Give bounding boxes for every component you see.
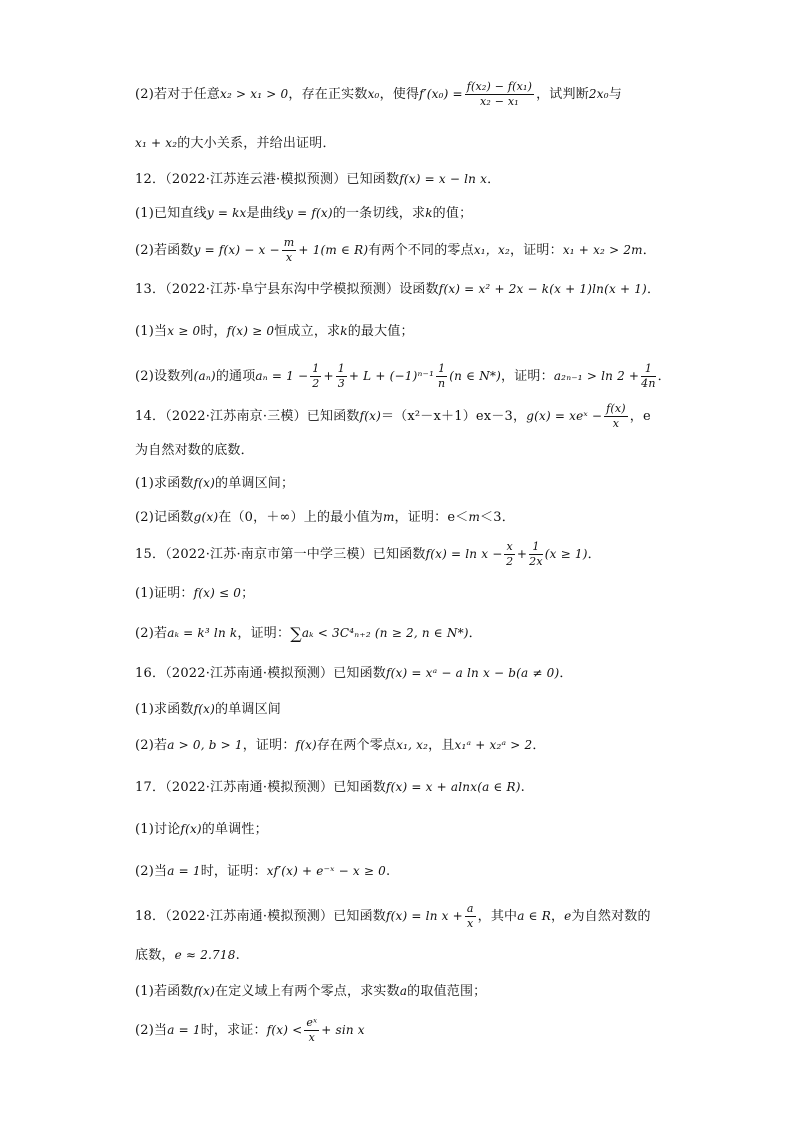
math: f(x) ≤ 0 [193, 586, 242, 600]
math: a ∈ R [517, 909, 551, 923]
text: ，证明：e＜ [394, 510, 469, 525]
fraction: $\frac{1}{3}$ [337, 362, 345, 390]
text: (1)当 [135, 324, 168, 339]
math: a > 0, b > 1 [167, 738, 243, 752]
math: y = f(x) [286, 206, 333, 220]
text: 在（0，＋∞）上的最小值为 [218, 510, 383, 525]
math: f(x) < [266, 1023, 303, 1037]
text: (1)求函数 [135, 476, 194, 491]
math: x₀ [367, 87, 380, 101]
fraction: $\frac{1}{2x}$ [529, 540, 543, 568]
math: f′(x₀) = [419, 87, 463, 101]
fraction: $\frac{a}{x}$ [466, 902, 474, 930]
text: ，证明： [510, 243, 563, 258]
problem-12-part-1 [135, 202, 472, 225]
math: f(x) = ln x + [386, 909, 463, 923]
math: f(x) ≥ 0 [226, 324, 275, 338]
text: 为自然对数的底数． [135, 443, 254, 458]
math: k [340, 324, 348, 338]
text: 的最大值； [347, 324, 414, 339]
math: + 1(m ∈ R) [298, 243, 369, 257]
problem-14-header-cont [135, 440, 254, 462]
text: (2)设数列 [135, 369, 194, 384]
text: (1)讨论 [135, 822, 181, 837]
math: m [382, 510, 395, 524]
math: k [425, 206, 433, 220]
text: 时， [200, 324, 227, 339]
text: . [235, 948, 240, 963]
text: (2)若函数 [135, 243, 194, 258]
text: 12．（2022·江苏连云港·模拟预测）已知函数 [135, 172, 400, 187]
fraction: $\frac{\text{f(x₂) − f(x₁)}}{\text{x₂ − x₁}}$ [466, 80, 533, 108]
problem-17-part-1 [135, 818, 268, 841]
text: ，使得 [379, 87, 420, 102]
problem-14-part-2 [135, 506, 515, 529]
text: ； [241, 586, 255, 601]
math: + [516, 547, 528, 561]
text: ，试判断 [536, 87, 589, 102]
text: 的大小关系，并给出证明． [177, 136, 336, 151]
fraction: $\frac{m}{x}$ [283, 236, 295, 264]
math: (aₙ) [193, 369, 216, 383]
math: y = kx [206, 206, 247, 220]
math: a = 1 [167, 1023, 201, 1037]
math: y = f(x) − x − [193, 243, 280, 257]
math: a [399, 984, 408, 998]
fraction: $\frac{1}{2}$ [312, 362, 320, 390]
text: 的取值范围； [407, 984, 487, 999]
text: (2)若对于任意 [135, 87, 221, 102]
math: x₂ > x₁ > 0 [220, 87, 289, 101]
text: ，其中 [477, 909, 518, 924]
problem-13-part-2 [135, 362, 671, 391]
problem-16-header [135, 662, 573, 685]
text: ，存在正实数 [288, 87, 368, 102]
text: 时，求证： [200, 1023, 267, 1038]
text: 的值； [432, 206, 473, 221]
problem-16-part-2 [135, 734, 546, 757]
problem-16-part-1 [135, 698, 281, 721]
text: ，且 [428, 738, 455, 753]
text: ． [646, 282, 661, 297]
math: f(x) = x + alnx(a ∈ R) [386, 780, 521, 794]
fraction: $\frac{1}{4n}$ [641, 362, 656, 390]
text: (1)证明： [135, 586, 194, 601]
text: 13．（2022·江苏·阜宁县东沟中学模拟预测）设函数 [135, 282, 439, 297]
text: 的单调区间； [215, 476, 295, 491]
problem-15-part-2 [135, 622, 482, 645]
text: ，证明： [501, 369, 554, 384]
text: 17．（2022·江苏南通·模拟预测）已知函数 [135, 780, 386, 795]
problem-12-part-2 [135, 236, 656, 265]
problem-17-header [135, 776, 525, 799]
text: 的通项 [215, 369, 256, 384]
math: f(x) = xᵃ − a ln x − b(a ≠ 0) [386, 666, 560, 680]
math: f(x) [295, 738, 317, 752]
math: aₖ = k³ ln k [167, 626, 238, 640]
math: m [468, 510, 481, 524]
text: (1)求函数 [135, 702, 194, 717]
text: 存在两个零点 [316, 738, 397, 753]
math: x₁ᵃ + x₂ᵃ > 2 [454, 738, 533, 752]
text: ． [559, 666, 573, 681]
math: (n ∈ N*) [449, 369, 502, 383]
text: 是曲线 [246, 206, 287, 221]
math: x₁，x₂ [473, 243, 510, 257]
problem-14-part-1 [135, 472, 294, 495]
text: 的单调性； [201, 822, 268, 837]
text: ， [550, 909, 565, 924]
math: (x ≥ 1) [544, 547, 588, 561]
math: a₂ₙ₋₁ > ln 2 + [553, 369, 640, 383]
fraction: $\frac{x}{2}$ [506, 540, 514, 568]
text: 15．（2022·江苏·南京市第一中学三模）已知函数 [135, 547, 426, 562]
text: (1)若函数 [135, 984, 194, 999]
problem-18-header-cont [135, 944, 240, 967]
math: aₙ = 1 − [255, 369, 309, 383]
text: ＝（x²－x＋1）ex－3， [380, 409, 527, 424]
problem-17-part-2 [135, 860, 390, 883]
math: + L + (−1)ⁿ⁻¹ [348, 369, 435, 383]
text: 的一条切线，求 [332, 206, 426, 221]
text: 与 [608, 87, 622, 102]
fraction: $\frac{f(x)}{x}$ [606, 402, 626, 430]
text: ＜3． [480, 510, 515, 525]
math: e ≈ 2.718 [174, 948, 236, 962]
problem-18-header [135, 902, 651, 931]
text: ． [657, 369, 671, 384]
text: (2)当 [135, 1023, 168, 1038]
math: f(x) = x − ln x [399, 172, 488, 186]
text: ． [468, 626, 482, 641]
problem-18-part-1 [135, 980, 486, 1003]
math: f(x) = x² + 2x − k(x + 1)ln(x + 1) [438, 282, 647, 296]
math: 2x₀ [588, 87, 609, 101]
math: f(x) [359, 409, 381, 423]
text: . [520, 780, 526, 795]
text: (2)当 [135, 864, 168, 879]
problem-11-part-2 [135, 80, 622, 109]
sum-symbol: ∑ [290, 624, 302, 643]
math: + [323, 369, 334, 383]
math: f(x) = ln x − [425, 547, 503, 561]
math: xf′(x) + e⁻ˣ − x ≥ 0 [266, 864, 386, 878]
text: 的单调区间 [215, 702, 282, 717]
text: ． [532, 738, 546, 753]
text: (2)若 [135, 738, 168, 753]
math: g(x) [193, 510, 219, 524]
math: x ≥ 0 [167, 324, 201, 338]
problem-11-part-2-cont [135, 132, 336, 155]
text: (2)若 [135, 626, 168, 641]
text: ，e [629, 409, 651, 424]
problem-13-part-1 [135, 320, 414, 343]
math: e [564, 909, 572, 923]
math: aₖ < 3C⁴ₙ₊₂ (n ≥ 2, n ∈ N*) [301, 626, 469, 640]
text: ． [642, 243, 656, 258]
problem-15-part-1 [135, 582, 254, 605]
text: 在定义域上有两个零点，求实数 [215, 984, 400, 999]
text: 14．（2022·江苏南京·三模）已知函数 [135, 409, 360, 424]
text: ． [587, 547, 601, 562]
math: f(x) [193, 984, 215, 998]
problem-15-header [135, 540, 601, 569]
math: f(x) [193, 702, 215, 716]
text: 恒成立，求 [274, 324, 341, 339]
text: ． [487, 172, 501, 187]
text: 有两个不同的零点 [368, 243, 474, 258]
text: . [385, 864, 391, 879]
text: 为自然对数的 [571, 909, 651, 924]
text: 16．（2022·江苏南通·模拟预测）已知函数 [135, 666, 386, 681]
math: x₁ + x₂ [135, 136, 178, 150]
problem-14-header [135, 402, 651, 431]
text: (1)已知直线 [135, 206, 207, 221]
math: g(x) = xeˣ − [526, 409, 603, 423]
problem-13-header [135, 278, 660, 301]
math: x₁ + x₂ > 2m [562, 243, 643, 257]
math: f(x) [180, 822, 202, 836]
text: ，证明： [242, 738, 296, 753]
math: + sin x [321, 1023, 365, 1037]
text: 时，证明： [200, 864, 267, 879]
fraction: $\frac{\text{eˣ}}{x}$ [306, 1016, 318, 1044]
math: f(x) [193, 476, 215, 490]
text: ，证明： [237, 626, 291, 641]
problem-12-header [135, 168, 500, 191]
math: x₁, x₂ [396, 738, 429, 752]
math: a = 1 [167, 864, 201, 878]
text: 18．（2022·江苏南通·模拟预测）已知函数 [135, 909, 386, 924]
fraction: $\frac{1}{n}$ [438, 362, 446, 390]
text: (2)记函数 [135, 510, 194, 525]
text: 底数， [135, 948, 175, 963]
problem-18-part-2 [135, 1016, 365, 1045]
